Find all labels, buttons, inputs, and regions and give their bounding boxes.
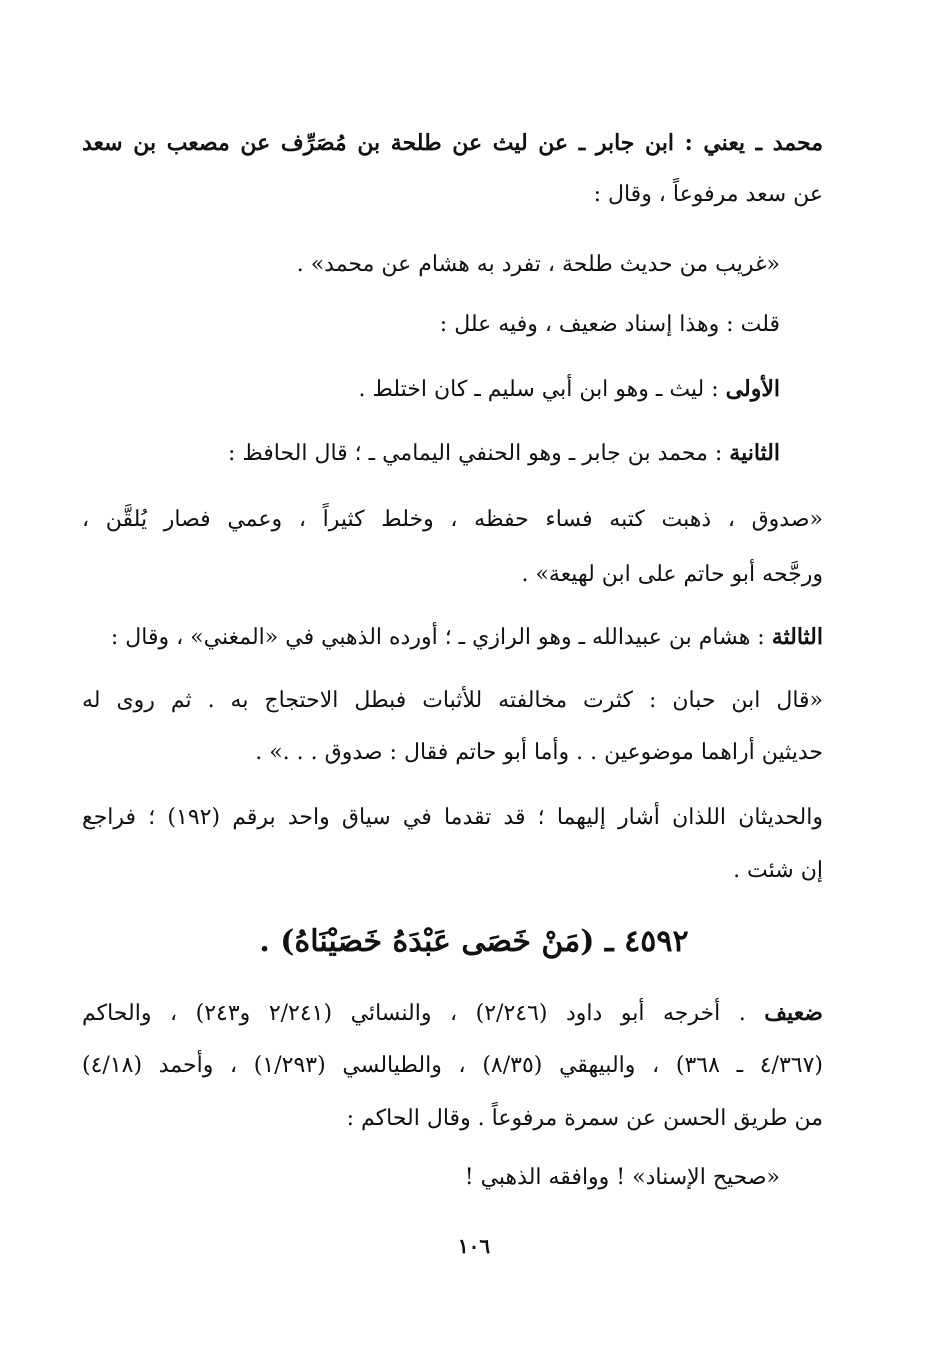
- grade-label: ضعيف: [764, 1000, 823, 1026]
- quote-line: «غريب من حديث طلحة ، تفرد به هشام عن محمد» .: [296, 252, 780, 277]
- page-number: ١٠٦: [457, 1234, 491, 1258]
- text-line: قلت : وهذا إسناد ضعيف ، وفيه علل :: [439, 312, 780, 337]
- text-line: [82, 622, 823, 653]
- quote-line: حديثين أراهما موضوعين . . وأما أبو حاتم فقال : صدوق . . .» .: [255, 740, 823, 765]
- defect-label: الثانية: [729, 440, 780, 466]
- quote-line: «صحيح الإسناد» ! ووافقه الذهبي !: [464, 1165, 780, 1190]
- quote-line: «صدوق ، ذهبت كتبه فساء حفظه ، وخلط كثيراً ، وعمي فصار يُلقَّن ،: [82, 507, 823, 532]
- text-line: [82, 998, 823, 1029]
- text-line: [82, 438, 780, 469]
- text-line: محمد ـ يعني : ابن جابر ـ عن ليث عن طلحة بن مُصَرِّف عن مصعب بن سعد: [82, 130, 823, 156]
- text-line: والحديثان اللذان أشار إليهما ؛ قد تقدما في سياق واحد برقم (١٩٢) ؛ فراجع: [82, 805, 823, 830]
- defect-label: الأولى: [725, 376, 780, 402]
- quote-line: ورجَّحه أبو حاتم على ابن لهيعة» .: [521, 562, 823, 587]
- defect-text: : ليث ـ وهو ابن أبي سليم ـ كان اختلط .: [358, 377, 726, 402]
- text-line: إن شئت .: [733, 858, 823, 883]
- takhrij-text: . أخرجه أبو داود (٢/٢٤٦) ، والنسائي (٢/٢٤١ و٢٤٣) ، والحاكم: [82, 1001, 765, 1026]
- text-line: (٤/٣٦٧ ـ ٣٦٨) ، والبيهقي (٨/٣٥) ، والطيالسي (١/٢٩٣) ، وأحمد (٤/١٨): [82, 1053, 824, 1078]
- defect-text: : محمد بن جابر ـ وهو الحنفي اليمامي ـ ؛ قال الحافظ :: [227, 441, 730, 466]
- text-line: [82, 374, 780, 405]
- defect-text: : هشام بن عبيدالله ـ وهو الرازي ـ ؛ أورده الذهبي في «المغني» ، وقال :: [110, 625, 772, 650]
- defect-label: الثالثة: [771, 624, 823, 650]
- quote-line: «قال ابن حبان : كثرت مخالفته للأثبات فبطل الاحتجاج به . ثم روى له: [82, 688, 823, 713]
- text-line: من طريق الحسن عن سمرة مرفوعاً . وقال الحاكم :: [346, 1106, 823, 1131]
- text-line: عن سعد مرفوعاً ، وقال :: [593, 182, 823, 207]
- hadith-heading: ٤٥٩٢ ـ (مَنْ خَصَى عَبْدَهُ خَصَيْنَاهُ) .: [259, 924, 689, 959]
